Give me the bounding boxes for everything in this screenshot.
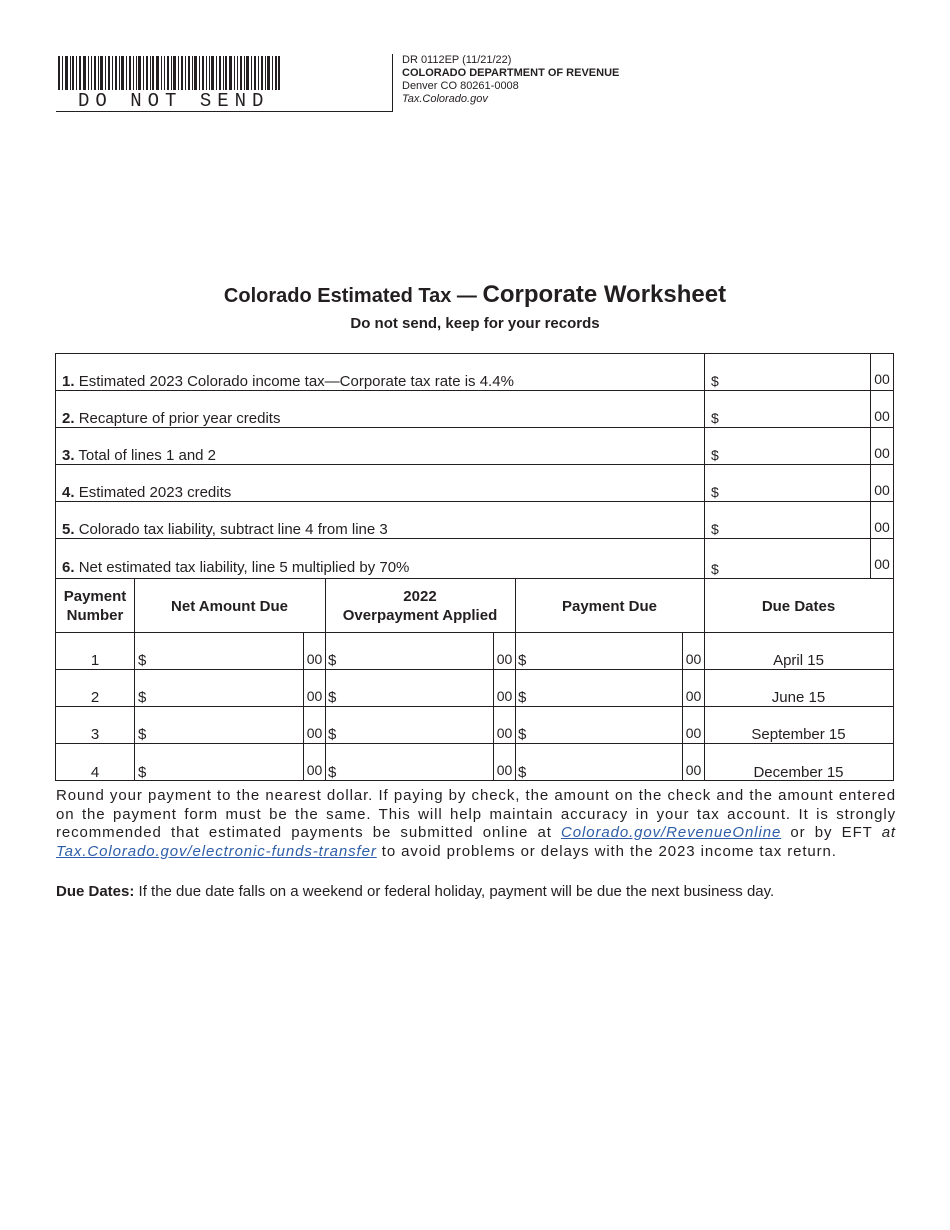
net-amount-due-field[interactable]: $ bbox=[138, 764, 147, 781]
payment-number: 3 bbox=[90, 726, 100, 743]
due-date: September 15 bbox=[751, 726, 846, 743]
instructions-text: to avoid problems or delays with the 2023 income tax return. bbox=[376, 842, 837, 860]
line-row bbox=[56, 502, 704, 539]
instructions-text: Round your payment to the nearest dollar. If paying by check, the amount on the check and the amount entered on the payment form must be the same. This will help maintain accuracy in your tax account. It is strongly recommended that estimated payments be submitted online at bbox=[56, 787, 896, 841]
line-amount-field[interactable] bbox=[704, 465, 893, 502]
payment-row bbox=[56, 744, 893, 781]
barcode-block bbox=[56, 54, 393, 112]
overpayment-applied-field[interactable]: $ bbox=[328, 764, 337, 781]
overpayment-applied-cents: 00 bbox=[493, 633, 515, 669]
dollar-sign: $ bbox=[711, 561, 719, 577]
line-label: Estimated 2023 credits bbox=[78, 484, 232, 501]
payment-row bbox=[56, 707, 893, 744]
payment-due-field[interactable]: $ bbox=[518, 726, 527, 743]
overpayment-applied-field[interactable]: $ bbox=[328, 726, 337, 743]
line-number: 5. bbox=[62, 521, 75, 538]
line-number: 4. bbox=[62, 484, 75, 501]
payment-instructions bbox=[56, 787, 896, 861]
header-payment-due: Payment Due bbox=[561, 597, 658, 615]
title-part-2: Corporate Worksheet bbox=[482, 281, 727, 308]
dollar-sign: $ bbox=[711, 521, 719, 537]
overpayment-applied-field[interactable]: $ bbox=[328, 689, 337, 706]
dollar-sign: $ bbox=[711, 447, 719, 463]
net-amount-due-field[interactable]: $ bbox=[138, 726, 147, 743]
header-due-dates: Due Dates bbox=[761, 597, 836, 615]
line-label: Estimated 2023 Colorado income tax—Corporate tax rate is 4.4% bbox=[78, 373, 514, 390]
line-number: 3. bbox=[62, 447, 75, 464]
page-subtitle: Do not send, keep for your records bbox=[350, 315, 600, 332]
line-number: 1. bbox=[62, 373, 75, 390]
agency-address: Denver CO 80261-0008 bbox=[402, 80, 519, 92]
line-number: 6. bbox=[62, 559, 75, 576]
due-dates-note bbox=[56, 883, 896, 900]
net-amount-due-cents: 00 bbox=[303, 707, 325, 743]
line-amount-field[interactable] bbox=[704, 539, 893, 578]
line-amount-field[interactable] bbox=[704, 502, 893, 539]
due-dates-label: Due Dates: bbox=[56, 883, 135, 900]
instructions-text-italic: at bbox=[881, 824, 896, 841]
payment-number: 4 bbox=[90, 764, 100, 781]
agency-info bbox=[402, 54, 619, 106]
cents-field: 00 bbox=[870, 539, 893, 578]
payment-due-field[interactable]: $ bbox=[518, 652, 527, 669]
worksheet-table bbox=[55, 353, 894, 781]
header-overpayment-year: 2022 bbox=[403, 588, 437, 605]
header-net-amount-due: Net Amount Due bbox=[171, 597, 288, 615]
overpayment-applied-field[interactable]: $ bbox=[328, 652, 337, 669]
payment-number: 2 bbox=[90, 689, 100, 706]
net-amount-due-cents: 00 bbox=[303, 670, 325, 706]
cents-field: 00 bbox=[870, 502, 893, 538]
payment-due-cents: 00 bbox=[682, 744, 704, 781]
payment-number: 1 bbox=[90, 652, 100, 669]
header-payment-number bbox=[56, 579, 134, 633]
payment-due-cents: 00 bbox=[682, 633, 704, 669]
header-divider bbox=[392, 54, 393, 112]
dollar-sign: $ bbox=[711, 410, 719, 426]
title-part-1: Colorado Estimated Tax — bbox=[223, 285, 483, 307]
cents-field: 00 bbox=[870, 465, 893, 501]
header-overpayment-applied bbox=[325, 579, 515, 633]
cents-field: 00 bbox=[870, 391, 893, 427]
overpayment-applied-cents: 00 bbox=[493, 744, 515, 781]
due-date: April 15 bbox=[773, 652, 824, 669]
cents-field: 00 bbox=[870, 354, 893, 390]
instructions-text: or by EFT bbox=[781, 824, 882, 841]
overpayment-applied-cents: 00 bbox=[493, 707, 515, 743]
dollar-sign: $ bbox=[711, 484, 719, 500]
line-row bbox=[56, 465, 704, 502]
payment-row bbox=[56, 633, 893, 670]
net-amount-due-field[interactable]: $ bbox=[138, 689, 147, 706]
payment-due-field[interactable]: $ bbox=[518, 689, 527, 706]
line-row bbox=[56, 428, 704, 465]
line-amount-field[interactable] bbox=[704, 391, 893, 428]
revenue-online-link[interactable]: Colorado.gov/RevenueOnline bbox=[561, 824, 782, 841]
net-amount-due-cents: 00 bbox=[303, 633, 325, 669]
due-date: June 15 bbox=[771, 689, 826, 706]
due-date: December 15 bbox=[753, 764, 844, 781]
line-label: Net estimated tax liability, line 5 multiplied by 70% bbox=[78, 559, 410, 576]
line-row bbox=[56, 539, 704, 576]
header-overpayment-label: Overpayment Applied bbox=[342, 607, 498, 624]
line-label: Total of lines 1 and 2 bbox=[78, 447, 217, 464]
header-rule bbox=[56, 111, 393, 112]
net-amount-due-field[interactable]: $ bbox=[138, 652, 147, 669]
line-row bbox=[56, 391, 704, 428]
line-number: 2. bbox=[62, 410, 75, 427]
payment-due-field[interactable]: $ bbox=[518, 764, 527, 781]
cents-field: 00 bbox=[870, 428, 893, 464]
agency-website: Tax.Colorado.gov bbox=[402, 93, 488, 105]
line-row bbox=[56, 354, 704, 391]
line-label: Recapture of prior year credits bbox=[78, 410, 281, 427]
net-amount-due-cents: 00 bbox=[303, 744, 325, 781]
due-dates-text: If the due date falls on a weekend or federal holiday, payment will be due the next business day. bbox=[134, 883, 775, 900]
eft-link[interactable]: Tax.Colorado.gov/electronic-funds-transfer bbox=[56, 842, 377, 860]
payment-table-header bbox=[56, 578, 893, 633]
payment-row bbox=[56, 670, 893, 707]
payment-due-cents: 00 bbox=[682, 670, 704, 706]
line-label: Colorado tax liability, subtract line 4 from line 3 bbox=[78, 521, 388, 538]
do-not-send-caption: DO NOT SEND bbox=[78, 90, 270, 112]
dollar-sign: $ bbox=[711, 373, 719, 389]
line-amount-field[interactable] bbox=[704, 354, 893, 391]
overpayment-applied-cents: 00 bbox=[493, 670, 515, 706]
line-amount-field[interactable] bbox=[704, 428, 893, 465]
form-number: DR 0112EP (11/21/22) bbox=[402, 54, 512, 66]
header-payment-number-line1: Payment bbox=[63, 588, 127, 605]
header-payment-number-line2: Number bbox=[66, 607, 124, 624]
page-title bbox=[0, 281, 950, 309]
department-name: COLORADO DEPARTMENT OF REVENUE bbox=[402, 67, 620, 79]
payment-due-cents: 00 bbox=[682, 707, 704, 743]
barcode-image bbox=[58, 56, 280, 90]
